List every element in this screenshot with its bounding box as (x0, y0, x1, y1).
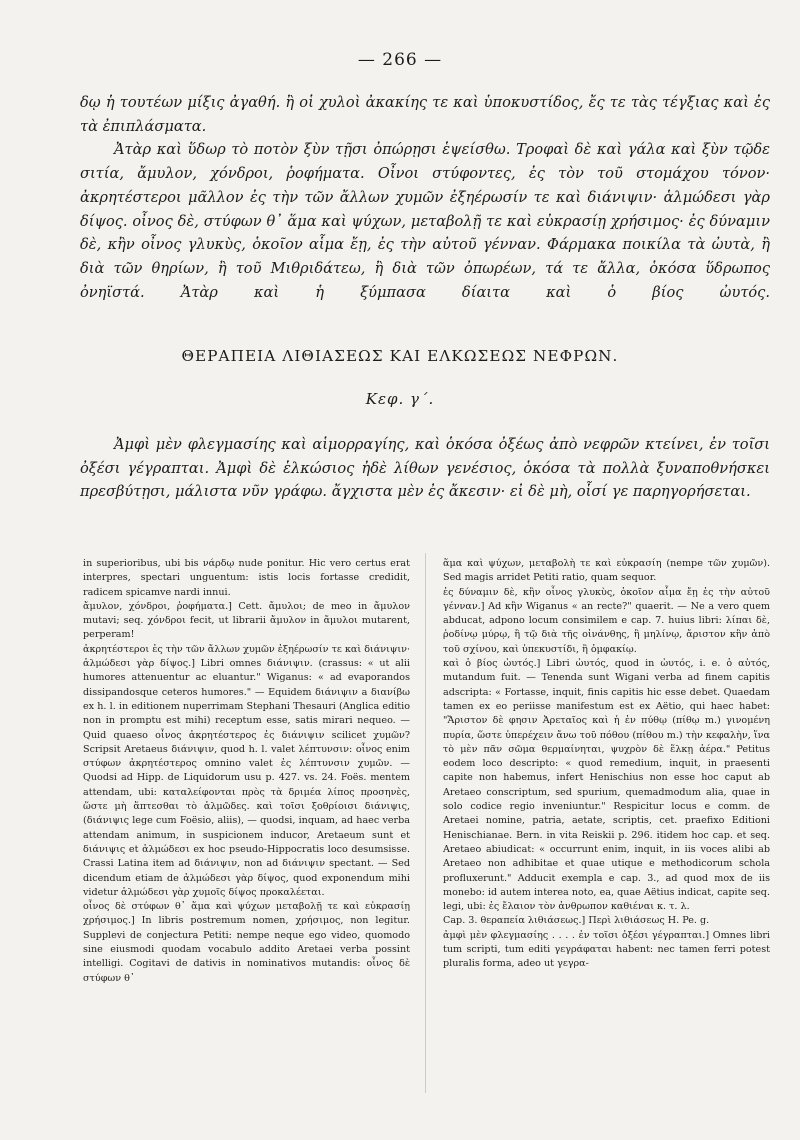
greek-paragraph: δῳ ἡ τουτέων μίξις ἀγαθή. ἢ οἱ χυλοὶ ἀκακίης τε καὶ ὑποκυστίδος, ἔς τε τὰς τέγξιας καὶ ἐς τὰ ἐπιπλάσματα. (80, 94, 770, 135)
note-paragraph: καὶ ὁ βίος ὠυτός.] Libri ὠυτός, quod in ὠυτός, i. e. ὁ αὐτός, mutandum fuit. — Tenenda sunt Wigani verba ad finem capitis adscripta: « Fortasse, inquit, finis capitis hic esse debet. Quaedam tamen ex eo periisse manifestum est ex Aëtio, qui haec habet: "Ἄριστον δὲ φησιν Ἀρεταῖος καὶ ἡ ἐν πύθῳ (πίθῳ m.) γινομένη πυρία, ὥστε ὑπερέχειν ἄνω τοῦ πόθου (πίθου m.) τὴν κεφαλὴν, ἵνα τὸ μὲν πᾶν σῶμα θερμαίνηται, ψυχρὸν δὲ ἕλκῃ ἀέρα." Petitus eodem loco descripto: « quod remedium, inquit, in praesenti capite non habemus, infert Henischius non esse hoc caput ab Aretaeo conscriptum, sed spurium, quemadmodum alia, quae in solo codice regio inveniuntur." Respicitur locus e comm. de Aretaei nomine, patria, aetate, scriptis, cet. praefixo Editioni Henischianae. Bern. in vita Reiskii p. 296. itidem hoc cap. et seq. Aretaeo abiudicat: « occurrunt enim, inquit, in iis voces alibi ab Aretaeo non adhibitae et quae utique e methodicorum schola profluxerunt." Adducit exempla e cap. 3., ad quod mox de iis monebo: id autem interea noto, ea, quae Aëtius indicat, capite seq. legi, ubi: ἐς ἔλαιον τὸν ἀνθρωπον καθιέναι κ. τ. λ. (443, 658, 770, 913)
note-paragraph: οἶνος δὲ στύφων θ᾽ ἅμα καὶ ψύχων μεταβολῇ τε καὶ εὐκρασίῃ χρήσιμος.] In libris postremum nomen, χρήσιμος, non legitur. Supplevi de conjectura Petiti: nempe neque ego video, quomodo sine eiusmodi quodam vocabulo addito Aretaei verba possint intelligi. Cogitavi de dativis in nominativos mutandis: οἶνος δὲ στύφων θ᾽ (83, 901, 410, 984)
note-paragraph: Cap. 3. θεραπεία λιθιάσεως.] Περὶ λιθιάσεως H. Pe. g. (443, 915, 710, 927)
note-paragraph: ἀκρητέστεροι ἐς τὴν τῶν ἄλλων χυμῶν ἐξηέρωσίν τε καὶ διάνιψιν· ἁλμώδεσι γὰρ δίψος.] Libri omnes διάνιψιν. (crassus: « ut alii humores attenuentur ac eluantur." Wiganus: « ad evaporandos dissipandosque ceteros humores." — Equidem διάνιψιν a διανίβω ex h. l. in editionem nuperrimam Stephani Thesauri (Anglica editio non in promptu est mihi) receptum esse, satis mirari nequeo. — Quid quaeso οἶνος ἀκρητέστερος ἐς διάνιψιν scilicet χυμῶν? Scripsit Aretaeus διάνιψιν, quod h. l. valet λέπτυνσιν: οἶνος enim στύφων ἀκρητέστερος omnino valet ἐς λέπτυνσιν χυμῶν. — Quodsi ad Hipp. de Liquidorum usu p. 427. vs. 24. Foës. mentem attendam, ubi: καταλείφονται πρὸς τὰ δριμέα λίπος προσηνὲς, ὥστε μὴ ἅπτεσθαι τὸ ἁλμῶδες. καὶ τοῖσι ξοθρίοισι διάνιψις, (διάνιψις lege cum Foësio, aliis), — quodsi, inquam, ad haec verba attendam animum, in suspicionem inducor, Aretaeum sunt et διάνιψις et ἁλμώδεσι ex hoc pseudo-Hippocratis loco desumsisse. Crassi Latina item ad διάνιψιν, non ad διάνιψιν spectant. — Sed dicendum etiam de ἁλμώδεσι γὰρ δίψος, quod exponendum mihi videtur ἁλμώδεσι γὰρ χυμοῖς δίψος προκαλέεται. (83, 643, 410, 898)
page-number: — 266 — (357, 50, 443, 70)
note-paragraph: ἅμα καὶ ψύχων, μεταβολὴ τε καὶ εὐκρασίη (nempe τῶν χυμῶν). Sed magis arridet Petiti ratio, quam sequor. (443, 558, 770, 584)
chapter-greek-text (80, 433, 770, 504)
note-paragraph: in superioribus, ubi bis νάρδῳ nude ponitur. Hic vero certus erat interpres, spectari unguentum: istis locis fortasse credidit, radicem spicamve nardi innui. (83, 558, 410, 598)
notes-right-column (443, 557, 770, 972)
greek-paragraph: Ἀτὰρ καὶ ὕδωρ τὸ ποτὸν ξὺν τῇσι ὀπώρῃσι ἑψείσθω. Τροφαὶ δὲ καὶ γάλα καὶ ξὺν τῷδε σιτία, ἄμυλον, χόνδροι, ῥοφήματα. Οἶνοι στύφοντες, ἐς τὸν τοῦ στομάχου τόνον· ἀκρητέστεροι μᾶλλον ἐς τὴν τῶν ἄλλων χυμῶν ἐξηέρωσίν τε καὶ διάνιψιν· ἁλμώδεσι γὰρ δίψος. οἶνος δὲ, στύφων θ᾽ ἅμα καὶ ψύχων, μεταβολῇ τε καὶ εὐκρασίῃ χρήσιμος· ἐς δύναμιν δὲ, κἢν οἶνος γλυκὺς, ὁκοῖον αἷμα ἔῃ, ἐς τὴν αὐτοῦ γένναν. Φάρμακα ποικίλα τὰ ὠυτὰ, ἢ διὰ τῶν θηρίων, ἢ τοῦ Μιθριδάτεω, ἢ διὰ τῶν ὀπωρέων, τά τε ἄλλα, ὁκόσα ὕδρωπος ὀνηϊστά. Ἀτὰρ καὶ ἡ ξύμπασα δίαιτα καὶ ὁ βίος ὠυτός. (80, 141, 770, 301)
top-greek-text (80, 91, 770, 304)
section-heading: ΘΕΡΑΠΕΙΑ ΛΙΘΙΑΣΕΩΣ ΚΑΙ ΕΛΚΩΣΕΩΣ ΝΕΦΡΩΝ. (181, 347, 619, 365)
chapter-number: Κεφ. γ΄. (365, 390, 435, 408)
note-paragraph: ἄμυλον, χόνδροι, ῥοφήματα.] Cett. ἄμυλοι; de meo in ἄμυλον mutavi; seq. χόνδροι fecit, ut librarii ἄμυλον in ἄμυλοι mutarent, perperam! (83, 600, 410, 641)
notes-left-column (83, 557, 410, 986)
note-paragraph: ἀμφὶ μὲν φλεγμασίης . . . . ἐν τοῖσι ὀξέσι γέγραπται.] Omnes libri tum scripti, tum editi γεγράφαται habent: nec tamen ferri potest pluralis forma, adeo ut γεγρα- (443, 929, 770, 970)
note-paragraph: ἐς δύναμιν δὲ, κἢν οἶνος γλυκὺς, ὁκοῖον αἷμα ἔῃ ἐς τὴν αὐτοῦ γένναν.] Ad κἢν Wiganus « an recte?" quaerit. — Ne a vero quem abducat, adpono locum consimilem e cap. 7. huius libri: λίπαι δὲ, ῥοδίνῳ μύρῳ, ἢ τῷ διὰ τῆς οἰνάνθης, ἢ μηλίνῳ, ἄριστον κἢν ἀπὸ τοῦ σχίνου, καὶ ὑπεκυστίδι, ἢ ὀμφακίῳ. (443, 586, 770, 655)
column-divider (425, 553, 426, 1093)
greek-paragraph: Ἀμφὶ μὲν φλεγμασίης καὶ αἱμορραγίης, καὶ ὁκόσα ὀξέως ἀπὸ νεφρῶν κτείνει, ἐν τοῖσι ὀξέσι γέγραπται. Ἀμφὶ δὲ ἑλκώσιος ἠδὲ λίθων γενέσιος, ὁκόσα τὰ πολλὰ ξυναποθνήσκει πρεσβύτῃσι, μάλιστα νῦν γράφω. ἄγχιστα μὲν ἐς ἄκεσιν· εἰ δὲ μὴ, οἷσί γε παρηγορήσεται. (80, 436, 770, 501)
